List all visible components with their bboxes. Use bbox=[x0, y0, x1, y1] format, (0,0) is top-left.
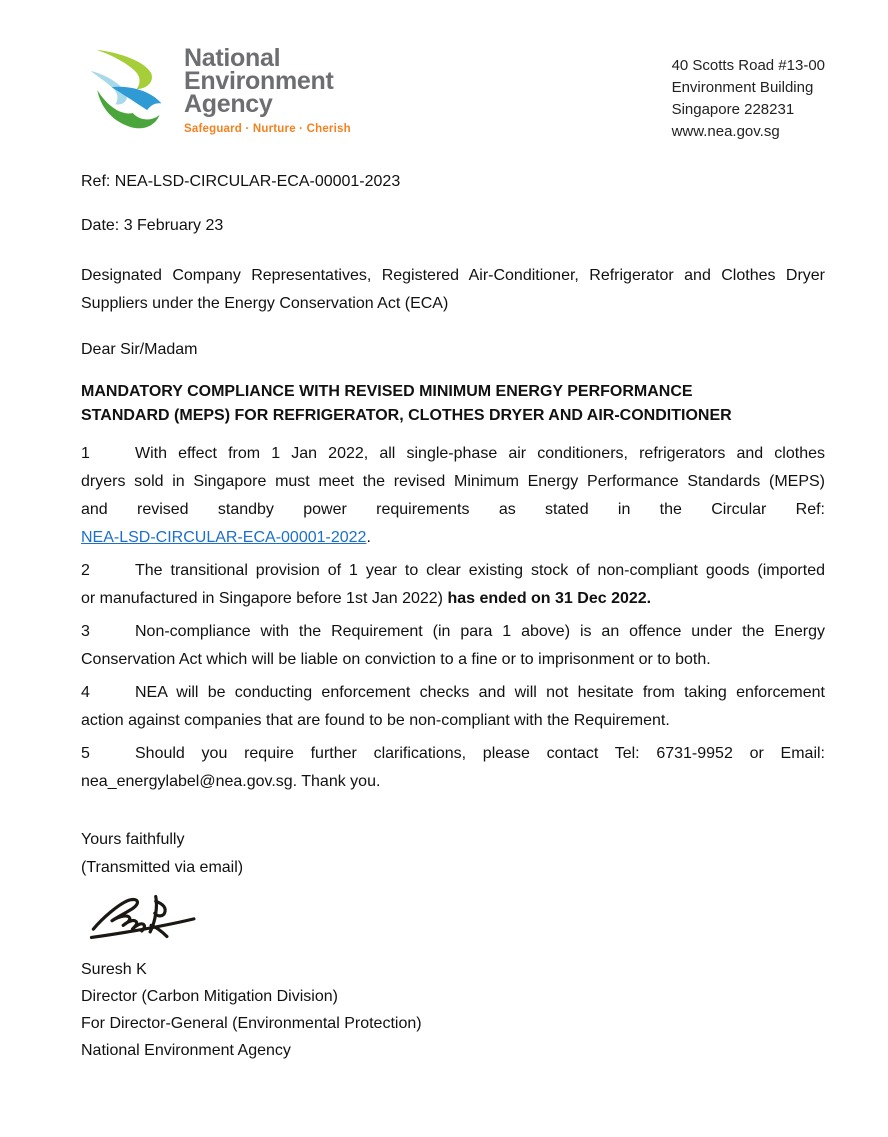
para-4-line-2 bbox=[81, 707, 825, 735]
text-line: Environment bbox=[184, 67, 334, 95]
logo-tagline: Safeguard · Nurture · Cherish bbox=[184, 123, 351, 135]
text-line: STANDARD (MEPS) FOR REFRIGERATOR, CLOTHES DRYER AND AIR-CONDITIONER bbox=[81, 407, 732, 424]
nea-logo bbox=[81, 45, 351, 137]
text-segment: and revised standby power requirements as stated in the Circular Ref: bbox=[81, 501, 825, 518]
para-5-line-2 bbox=[81, 768, 825, 796]
logo-org-name bbox=[184, 44, 351, 118]
paragraph-number: 1 bbox=[81, 445, 90, 462]
valediction: Yours faithfully bbox=[81, 831, 185, 848]
text-segment: Conservation Act which will be liable on conviction to a fine or to imprisonment or to both. bbox=[81, 651, 711, 668]
letter-body bbox=[81, 440, 825, 796]
paragraph-number: 3 bbox=[81, 623, 90, 640]
text-line: National bbox=[184, 44, 281, 72]
signer-title-1: Director (Carbon Mitigation Division) bbox=[81, 988, 338, 1005]
text-line: Agency bbox=[184, 90, 273, 118]
salutation: Dear Sir/Madam bbox=[81, 341, 198, 358]
para-3-line-2 bbox=[81, 646, 825, 674]
para-2-line-2 bbox=[81, 585, 825, 613]
signer-name: Suresh K bbox=[81, 961, 147, 978]
signer-title-2: For Director-General (Environmental Protection) bbox=[81, 1015, 422, 1032]
text-line: Environment Building bbox=[671, 79, 814, 96]
para-1-line-2 bbox=[81, 468, 825, 496]
subject-heading bbox=[81, 380, 825, 428]
date-line: Date: 3 February 23 bbox=[81, 217, 224, 234]
text-segment: Should you require further clarifications, please contact Tel: 6731-9952 or Email: bbox=[135, 745, 825, 762]
text-line: Designated Company Representatives, Registered Air-Conditioner, Refrigerator and Clothes Dryer bbox=[81, 267, 825, 284]
para-2-line-1 bbox=[81, 557, 825, 585]
ref-line: Ref: NEA-LSD-CIRCULAR-ECA-00001-2023 bbox=[81, 173, 401, 190]
para-3-line-1 bbox=[81, 618, 825, 646]
text-segment: The transitional provision of 1 year to clear existing stock of non-compliant goods (imported bbox=[135, 562, 825, 579]
nea-logo-icon bbox=[83, 45, 171, 137]
para-1-line-4 bbox=[81, 524, 825, 552]
paragraph-number: 5 bbox=[81, 745, 90, 762]
text-segment: has ended on 31 Dec 2022. bbox=[447, 590, 652, 607]
signer-org: National Environment Agency bbox=[81, 1042, 291, 1059]
text-segment: nea_energylabel@nea.gov.sg. Thank you. bbox=[81, 773, 381, 790]
paragraph-number: 2 bbox=[81, 562, 90, 579]
text-segment: or manufactured in Singapore before 1st Jan 2022) bbox=[81, 590, 448, 607]
meta-block bbox=[81, 170, 825, 238]
para-2 bbox=[81, 557, 825, 613]
para-1-line-1 bbox=[81, 440, 825, 468]
letterhead bbox=[81, 44, 825, 140]
circular-ref-link[interactable]: NEA-LSD-CIRCULAR-ECA-00001-2022 bbox=[81, 529, 367, 546]
transmitted-via: (Transmitted via email) bbox=[81, 859, 244, 876]
text-line: Suppliers under the Energy Conservation Act (ECA) bbox=[81, 295, 449, 312]
text-line: Singapore 228231 bbox=[671, 101, 795, 118]
text-segment: Non-compliance with the Requirement (in para 1 above) is an offence under the Energy bbox=[135, 623, 825, 640]
text-line: 40 Scotts Road #13-00 bbox=[671, 57, 825, 74]
text-segment: With effect from 1 Jan 2022, all single-phase air conditioners, refrigerators and clothes bbox=[135, 445, 825, 462]
closing-block bbox=[81, 826, 825, 882]
address-block bbox=[672, 45, 825, 143]
signer-block bbox=[81, 956, 825, 1064]
para-3 bbox=[81, 618, 825, 674]
text-line: www.nea.gov.sg bbox=[671, 123, 780, 140]
para-4 bbox=[81, 679, 825, 735]
para-1 bbox=[81, 440, 825, 552]
text-line: MANDATORY COMPLIANCE WITH REVISED MINIMUM ENERGY PERFORMANCE bbox=[81, 383, 693, 400]
logo-text bbox=[184, 45, 351, 137]
text-segment: NEA will be conducting enforcement checks and will not hesitate from taking enforcement bbox=[135, 684, 825, 701]
text-segment: dryers sold in Singapore must meet the revised Minimum Energy Performance Standards (MEPS) bbox=[81, 473, 825, 490]
signature-icon bbox=[83, 890, 208, 944]
para-5 bbox=[81, 740, 825, 796]
text-segment: . bbox=[366, 529, 371, 546]
text-segment: action against companies that are found to be non-compliant with the Requirement. bbox=[81, 712, 670, 729]
addressee bbox=[81, 262, 825, 318]
para-1-line-3 bbox=[81, 496, 825, 524]
paragraph-number: 4 bbox=[81, 684, 90, 701]
para-4-line-1 bbox=[81, 679, 825, 707]
para-5-line-1 bbox=[81, 740, 825, 768]
logo-swoosh-lime bbox=[96, 50, 152, 89]
